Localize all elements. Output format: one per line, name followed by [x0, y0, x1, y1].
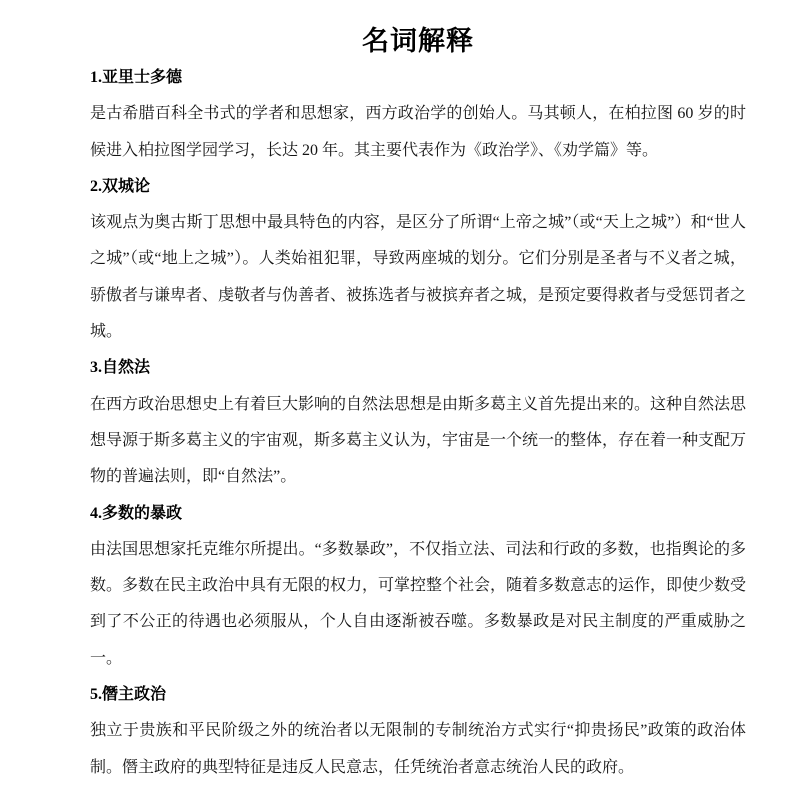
term-section-aristotle: [90, 60, 746, 169]
term-heading: 3.自然法: [90, 359, 151, 377]
term-definition: 独立于贵族和平民阶级之外的统治者以无限制的专制统治方式实行“抑贵扬民”政策的政治体制。僭主政府的典型特征是违反人民意志，任凭统治者意志统治人民的政府。: [90, 722, 746, 776]
term-heading: 2.双城论: [90, 177, 151, 195]
term-section-tyrant-politics: [90, 677, 746, 786]
term-definition: 在西方政治思想史上有着巨大影响的自然法思想是由斯多葛主义首先提出来的。这种自然法思想导源于斯多葛主义的宇宙观，斯多葛主义认为，宇宙是一个统一的整体，存在着一种支配万物的普遍法则，即“自然法”。: [90, 395, 747, 486]
term-definition: 该观点为奥古斯丁思想中最具特色的内容，是区分了所谓“上帝之城”（或“天上之城”）和“世人之城”（或“地上之城”）。人类始祖犯罪，导致两座城的划分。它们分别是圣者与不义者之城，骄傲者与谦卑者、虔敬者与伪善者、被拣选者与被摈弃者之城，是预定要得救者与受惩罚者之城。: [90, 214, 747, 341]
term-heading: 4.多数的暴政: [90, 504, 183, 522]
document-title: 名词解释: [362, 26, 474, 56]
term-definition: 是古希腊百科全书式的学者和思想家，西方政治学的创始人。马其顿人，在柏拉图 60 岁的时候进入柏拉图学园学习，长达 20 年。其主要代表作为《政治学》、《劝学篇》等。: [90, 105, 746, 159]
term-section-tyranny-of-majority: [90, 496, 746, 677]
term-heading: 5.僭主政治: [90, 686, 167, 704]
term-heading: 1.亚里士多德: [90, 69, 183, 86]
document-content: [90, 22, 746, 786]
term-section-natural-law: [90, 350, 746, 495]
term-definition: 由法国思想家托克维尔所提出。“多数暴政”，不仅指立法、司法和行政的多数，也指舆论的多数。多数在民主政治中具有无限的权力，可掌控整个社会，随着多数意志的运作，即使少数受到了不公正的待遇也必须服从，个人自由逐渐被吞噬。多数暴政是对民主制度的严重威胁之一。: [90, 540, 747, 667]
term-section-two-cities: [90, 169, 746, 350]
